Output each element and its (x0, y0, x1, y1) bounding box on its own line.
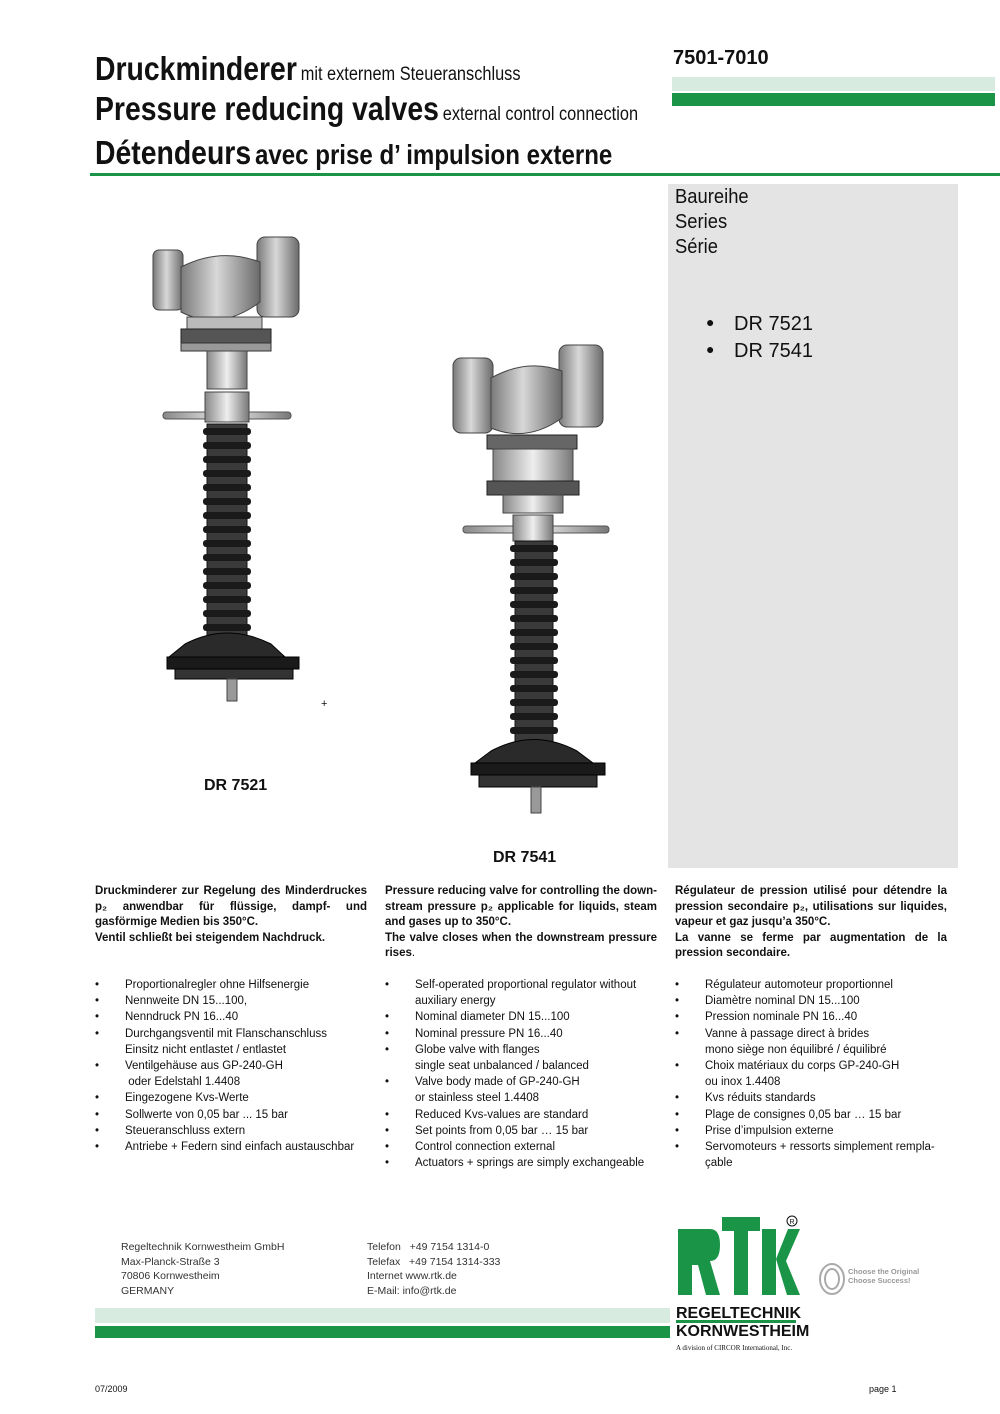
list-item: • Self-operated proportional regulator without auxiliary energy (385, 977, 665, 1009)
badge-slogan: Choose the Original Choose Success! (848, 1267, 920, 1285)
list-item: • Nennweite DN 15...100, (95, 993, 375, 1009)
list-item: • Set points from 0,05 bar … 15 bar (385, 1123, 665, 1139)
list-item: • Sollwerte von 0,05 bar ... 15 bar (95, 1107, 375, 1123)
list-item: • Diamètre nominal DN 15...100 (675, 993, 955, 1009)
plus-mark: + (321, 698, 328, 710)
svg-text:R: R (789, 1219, 795, 1226)
series-panel (668, 184, 958, 868)
list-item: • Prise d’impulsion externe (675, 1123, 955, 1139)
list-item: • Régulateur automoteur proportionnel (675, 977, 955, 993)
valve-dr7541-image (447, 343, 617, 823)
logo-line-1: REGELTECHNIK (676, 1305, 802, 1322)
list-item: • Nenndruck PN 16...40 (95, 1009, 375, 1025)
footer-light-bar (95, 1308, 670, 1323)
intro-french: Régulateur de pression utilisé pour détendre la pression secondaire p₂, utilisations sur liquides, vapeur et gaz jusqu’a 350°C. La vanne se ferme par augmentation de la pression secondaire. (675, 885, 947, 959)
company-address: Regeltechnik Kornwestheim GmbH Max-Planck-Straße 3 70806 Kornwestheim GERMANY (121, 1241, 285, 1297)
header-green-bar (672, 93, 995, 106)
features-french (675, 977, 955, 1171)
series-label-fr: Série (675, 236, 718, 258)
caption-dr7541: DR 7541 (493, 849, 557, 866)
list-item: • Steueranschluss extern (95, 1123, 375, 1139)
logo-division-text: A division of CIRCOR International, Inc. (676, 1344, 793, 1352)
footer-date: 07/2009 (95, 1384, 128, 1394)
series-item: ● DR 7521 (706, 313, 813, 335)
email-link[interactable]: E-Mail: info@rtk.de (367, 1284, 457, 1297)
rtk-logo (676, 1215, 801, 1303)
list-item: • Servomoteurs + ressorts simplement rempla- çable (675, 1139, 955, 1171)
list-item: • Control connection external (385, 1139, 665, 1155)
header-light-bar (672, 77, 995, 91)
document-number: 7501-7010 (673, 47, 769, 69)
list-item: • Kvs réduits standards (675, 1090, 955, 1106)
intro-german: Druckminderer zur Regelung des Minderdruckes p₂ anwendbar für flüssige, dampf- und gasförmige Medien bis 350°C. Ventil schließt bei steigendem Nachdruck. (95, 885, 367, 944)
list-item: • Proportionalregler ohne Hilfsenergie (95, 977, 375, 993)
logo-line-2: KORNWESTHEIM (676, 1323, 810, 1340)
page-number: page 1 (869, 1384, 897, 1394)
series-label-de: Baureihe (675, 186, 749, 208)
list-item: • Valve body made of GP-240-GH or stainless steel 1.4408 (385, 1074, 665, 1106)
list-item: • Vanne à passage direct à brides mono siège non équilibré / équilibré (675, 1026, 955, 1058)
list-item: • Eingezogene Kvs-Werte (95, 1090, 375, 1106)
title-german: Druckminderer mit externem Steueranschluss (95, 50, 521, 87)
list-item: • Nominal diameter DN 15...100 (385, 1009, 665, 1025)
series-item: ● DR 7541 (706, 340, 813, 362)
footer-green-bar (95, 1326, 670, 1338)
title-divider (90, 173, 1000, 176)
list-item: • Actuators + springs are simply exchangeable (385, 1155, 665, 1171)
website-link[interactable]: Internet www.rtk.de (367, 1270, 457, 1282)
features-english (385, 977, 665, 1171)
original-badge-icon (818, 1262, 846, 1296)
list-item: • Plage de consignes 0,05 bar … 15 bar (675, 1107, 955, 1123)
list-item: • Choix matériaux du corps GP-240-GH ou inox 1.4408 (675, 1058, 955, 1090)
list-item: • Nominal pressure PN 16...40 (385, 1026, 665, 1042)
title-french: Détendeurs avec prise d’ impulsion externe (95, 134, 613, 171)
valve-dr7521-image (145, 232, 315, 707)
caption-dr7521: DR 7521 (204, 777, 268, 794)
features-german (95, 977, 375, 1155)
list-item: • Globe valve with flanges single seat unbalanced / balanced (385, 1042, 665, 1074)
list-item: • Durchgangsventil mit Flanschanschluss Einsitz nicht entlastet / entlastet (95, 1026, 375, 1058)
company-contact: Telefon +49 7154 1314-0 Telefax +49 7154 1314-333 Internet www.rtk.de E-Mail: info@rtk.de (367, 1241, 501, 1297)
list-item: • Antriebe + Federn sind einfach austauschbar (95, 1139, 375, 1155)
title-english: Pressure reducing valves external control connection (95, 90, 639, 127)
series-label-en: Series (675, 211, 728, 233)
list-item: • Reduced Kvs-values are standard (385, 1107, 665, 1123)
intro-english: Pressure reducing valve for controlling the downstream pressure p₂ applicable for liquids, steam and gases up to 350°C. The valve closes when the downstream pressure rises. (385, 885, 657, 959)
list-item: • Pression nominale PN 16...40 (675, 1009, 955, 1025)
list-item: • Ventilgehäuse aus GP-240-GH oder Edelstahl 1.4408 (95, 1058, 375, 1090)
